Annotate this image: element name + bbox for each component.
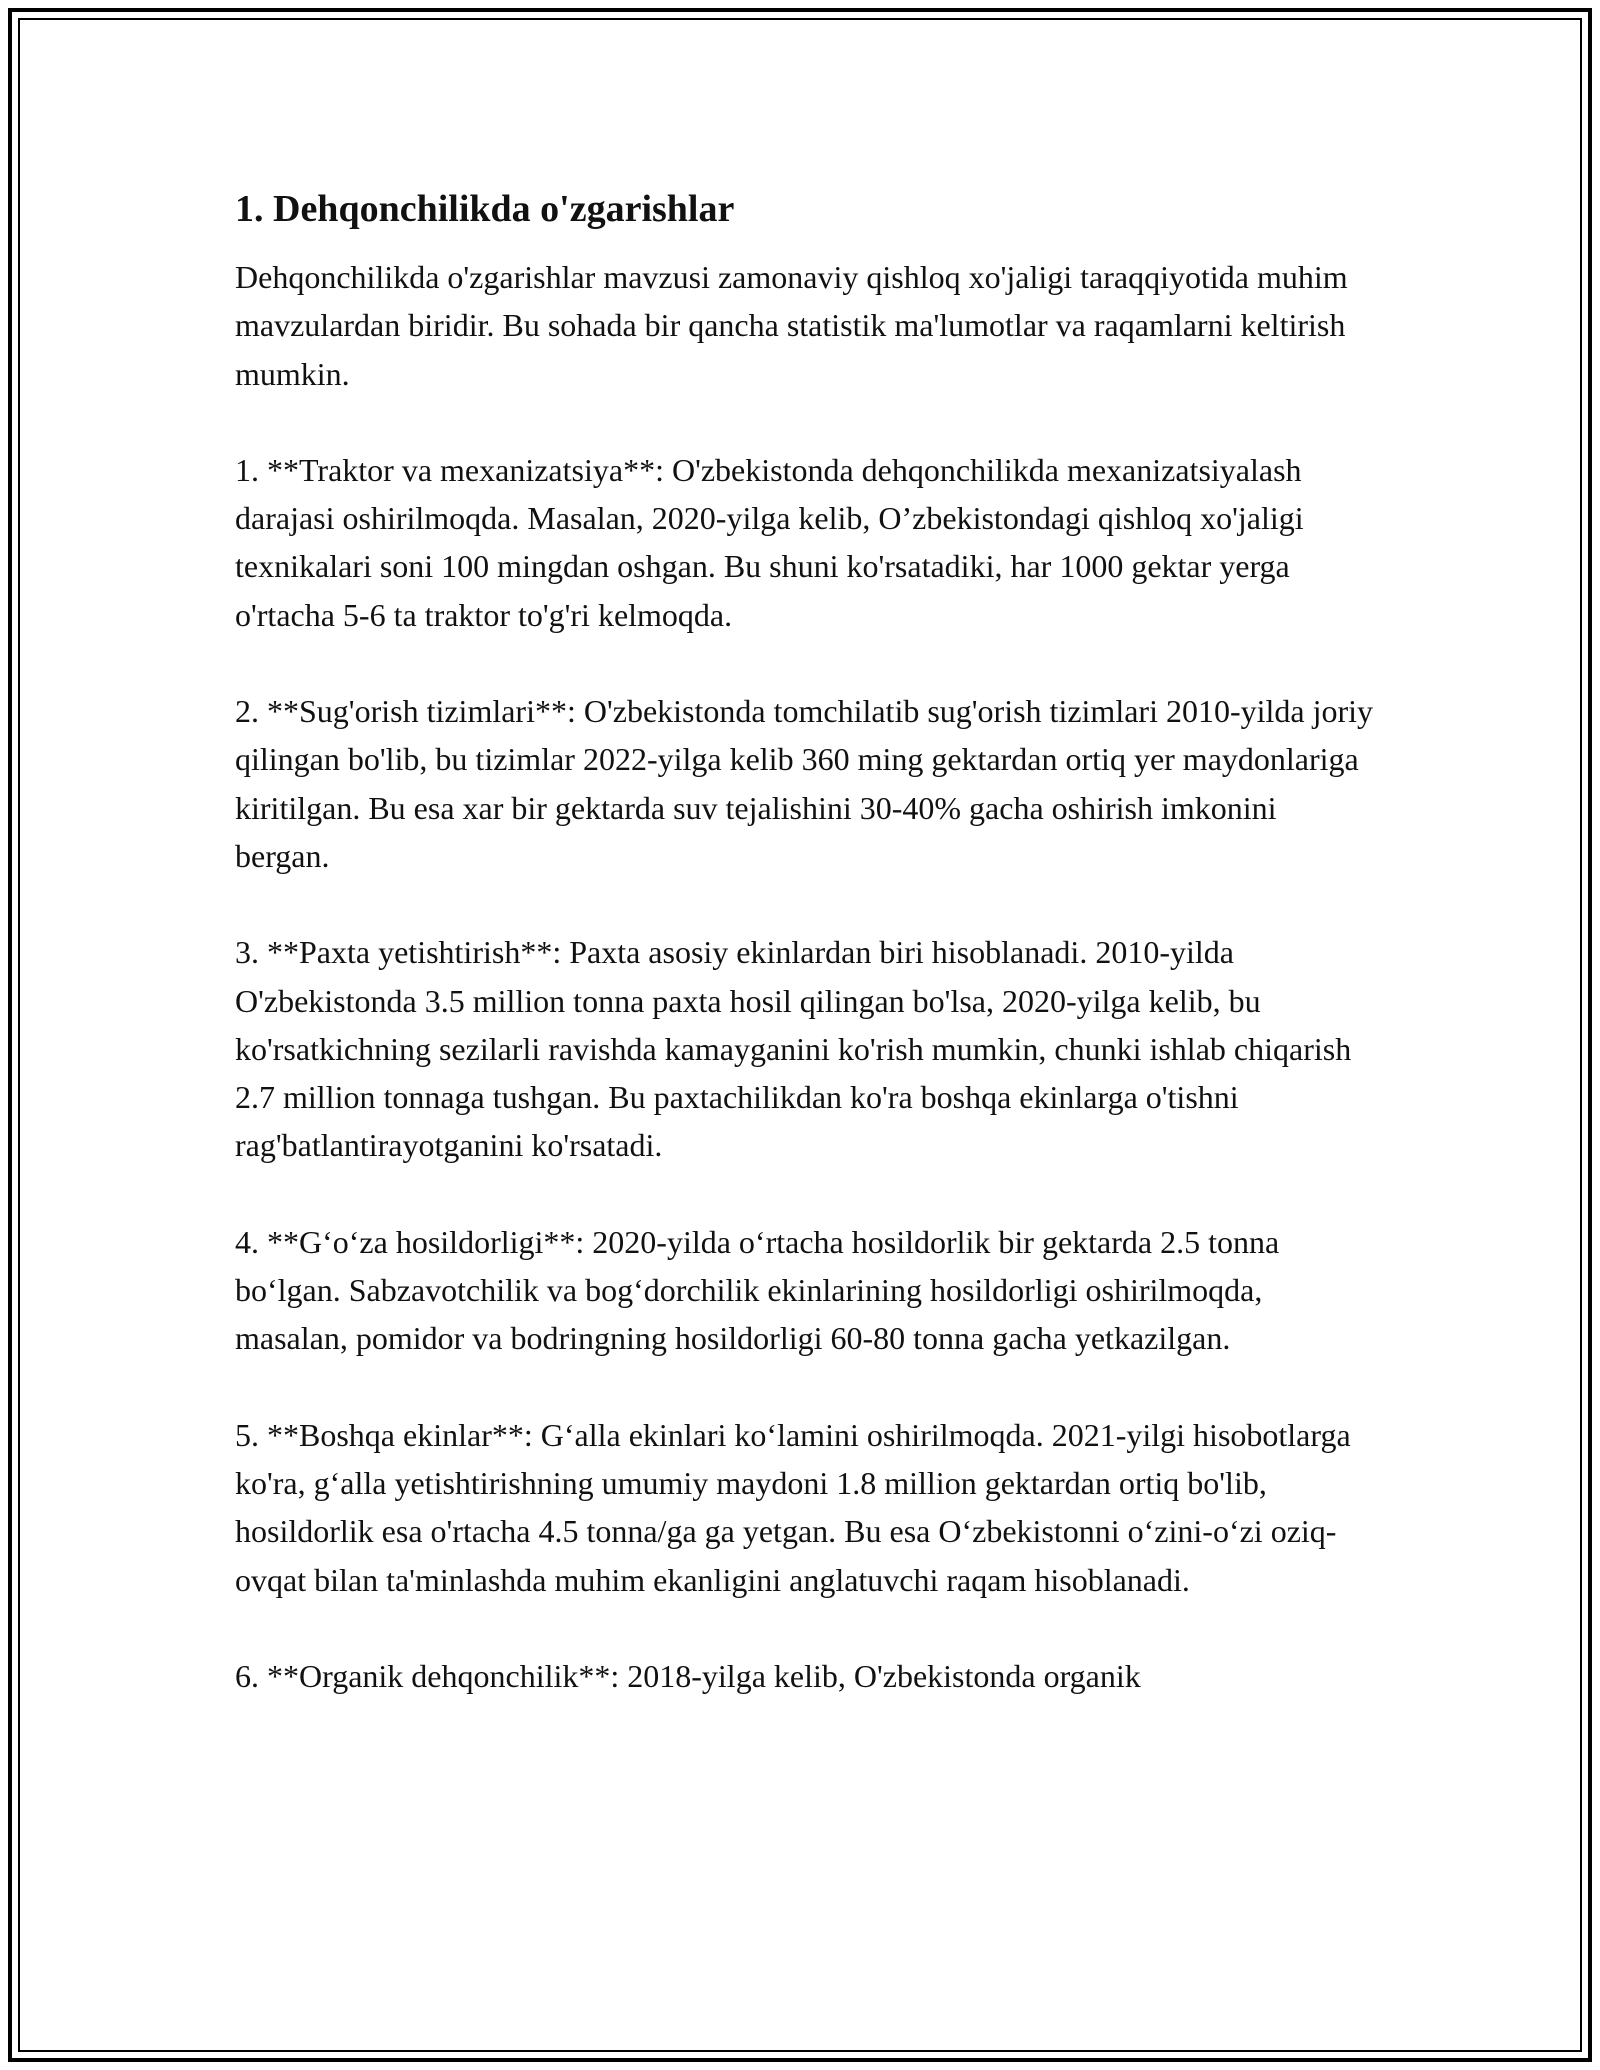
paragraph-irrigation-systems: 2. **Sug'orish tizimlari**: O'zbekistonda tomchilatib sug'orish tizimlari 2010-yilda joriy qilingan bo'lib, bu tizimlar 2022-yilga kelib 360 ming gektardan ortiq yer maydonlariga kiritilgan. Bu esa xar bir gektarda suv tejalishini 30-40% gacha oshirish imkonini bergan. [235, 693, 1374, 874]
paragraph-cotton-growing: 3. **Paxta yetishtirish**: Paxta asosiy ekinlardan biri hisoblanadi. 2010-yilda O'zbekistonda 3.5 million tonna paxta hosil qilingan bo'lsa, 2020-yilga kelib, bu ko'rsatkichning sezilarli ravishda kamayganini ko'rish mumkin, chunki ishlab chiqarish 2.7 million tonnaga tushgan. Bu paxtachilikdan ko'ra boshqa ekinlarga o'tishni rag'batlantirayotganini ko'rsatadi. [235, 934, 1352, 1164]
paragraph-organic-farming: 6. **Organik dehqonchilik**: 2018-yilga kelib, O'zbekistonda organik [235, 1657, 1141, 1694]
paragraph-cotton-yield: 4. **G‘o‘za hosildorligi**: 2020-yilda o‘rtacha hosildorlik bir gektarda 2.5 tonna bo‘lgan. Sabzavotchilik va bog‘dorchilik ekinlarining hosildorligi oshirilmoqda, masalan, pomidor va bodringning hosildorligi 60-80 tonna gacha yetkazilgan. [235, 1223, 1280, 1357]
document-title: 1. Dehqonchilikda o'zgarishlar [235, 188, 735, 230]
paragraph-tractor-mechanization: 1. **Traktor va mexanizatsiya**: O'zbekistonda dehqonchilikda mexanizatsiyalash darajasi oshirilmoqda. Masalan, 2020-yilga kelib, O’zbekistondagi qishloq xo'jaligi texnikalari soni 100 mingdan oshgan. Bu shuni ko'rsatadiki, har 1000 gektar yerga o'rtacha 5-6 ta traktor to'g'ri kelmoqda. [235, 451, 1304, 633]
intro-paragraph: Dehqonchilikda o'zgarishlar mavzusi zamonaviy qishloq xo'jaligi taraqqiyotida muhim mavzulardan biridir. Bu sohada bir qancha statistik ma'lumotlar va raqamlarni keltirish mumkin. [235, 259, 1348, 392]
paragraph-other-crops: 5. **Boshqa ekinlar**: G‘alla ekinlari ko‘lamini oshirilmoqda. 2021-yilgi hisobotlarga ko'ra, g‘alla yetishtirishning umumiy maydoni 1.8 million gektardan ortiq bo'lib, hosildorlik esa o'rtacha 4.5 tonna/ga ga yetgan. Bu esa O‘zbekistonni o‘zini-o‘zi oziq-ovqat bilan ta'minlashda muhim ekanligini anglatuvchi raqam hisoblanadi. [235, 1416, 1351, 1598]
document-body [235, 185, 1375, 1748]
